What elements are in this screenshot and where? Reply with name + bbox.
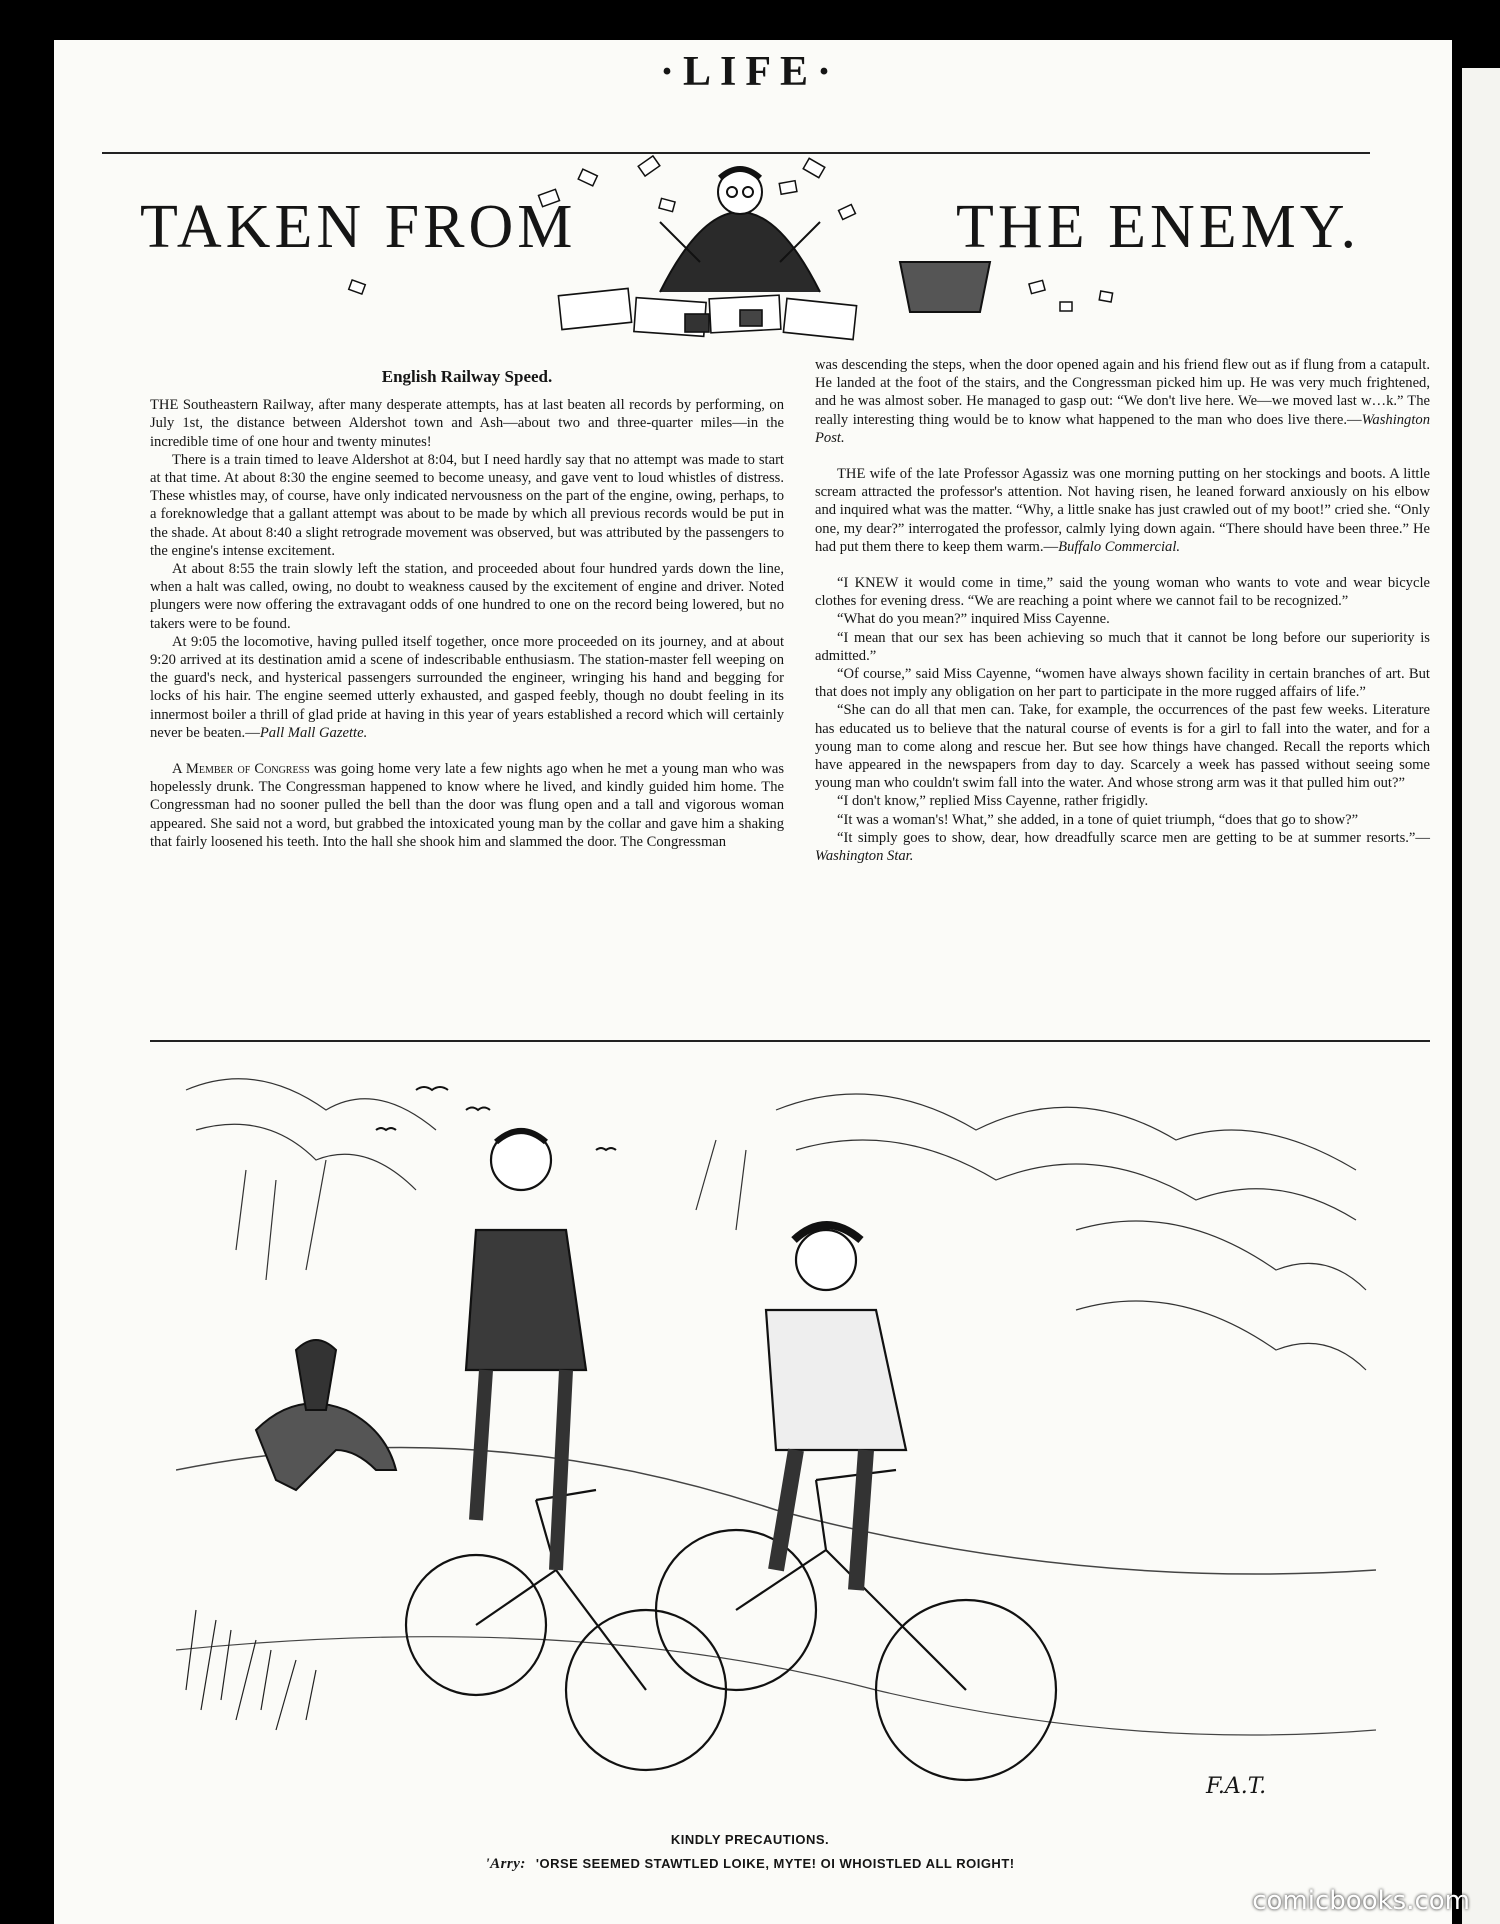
article-paragraph <box>150 633 784 742</box>
cyclists-drawing <box>176 1050 1376 1818</box>
article-paragraph: “What do you mean?” inquired Miss Cayenne. <box>837 611 1110 628</box>
source-credit: Pall Mall Gazette. <box>259 724 368 741</box>
article-paragraph <box>150 760 784 851</box>
article-paragraph: THE Southeastern Railway, after many desperate attempts, has at last beaten all records by performing, on July 1st, the distance between Aldershot town and Ash—about two and three-quarter miles—in the incredible time of one hour and twenty minutes! <box>150 397 784 450</box>
lead-in: A Member of Congress <box>172 761 310 778</box>
right-column <box>815 356 1430 865</box>
cartoon-title: KINDLY PRECAUTIONS. <box>670 1832 830 1847</box>
article-paragraph: “She can do all that men can. Take, for example, the occurrences of the past few weeks. Literature has educated us to believe that the natural course of events is for a girl to fall into the water, and for a young man to come along and rescue her. But see how things have changed. Recall the reports which have appeared in the newspapers from day to day. Scarcely a week has passed without seeing some young man who couldn't swim fall into the water. And whose strong arm was it that pulled him out?” <box>815 702 1430 792</box>
source-credit: Buffalo Commercial. <box>1058 538 1181 555</box>
paragraph-text: “It simply goes to show, dear, how dreadfully scarce men are getting to be at summer resorts.”— <box>837 829 1430 846</box>
banner-title-left: TAKEN FROM <box>140 193 577 261</box>
article-paragraph: At about 8:55 the train slowly left the station, and proceeded about four hundred yards down the line, when a halt was called, owing, no doubt to weakness caused by the excitement of engine and driver. Noted plungers were now offering the extravagant odds of one hundred to one on the record being lowered, but no takers were to be found. <box>150 561 784 632</box>
left-column <box>150 368 784 851</box>
paragraph-text: At 9:05 the locomotive, having pulled itself together, once more proceeded on its journey, and at about 9:20 arrived at its destination amid a scene of indescribable enthusiasm. The station-master fell weeping on the guard's neck, and hysterical passengers surrounded the engineer, wringing his hand and begging for locks of his hair. The engine seemed utterly exhausted, and gasped feebly, though no doubt feeling in its innermost boiler a thrill of glad pride at having in this year of years established a record which will certainly never be beaten.— <box>150 633 784 741</box>
banner-title-right: THE ENEMY. <box>956 193 1360 261</box>
article-paragraph <box>815 465 1430 556</box>
paragraph-text: THE wife of the late Professor Agassiz was one morning putting on her stockings and boots. A little scream attracted the professor's attention. Not having risen, he leaned forward anxiously on his elbow and inquired what was the matter. “Why, a little snake has just crawled out of my boot!” cried she. “Only one, my dear?” interrogated the professor, calmly lying down again. “There should have been three.” He had put them there to keep them warm.— <box>815 466 1430 555</box>
section-banner <box>140 152 1360 342</box>
source-credit: Washington Post. <box>815 411 1430 446</box>
paragraph-text: was descending the steps, when the door opened again and his friend flew out as if flung from a catapult. He landed at the foot of the stairs, and the Congressman picked him up. He was very much frightened, and he was almost sober. He managed to gasp out: “We don't live here. We—we moved last w…k.” The really interesting thing would be to know what happened to the man who does live there.— <box>815 357 1430 428</box>
paragraph-text: was going home very late a few nights ago when he met a young man who was hopelessly drunk. The Congressman happened to know where he lived, and kindly guided him home. The Congressman had no sooner pulled the bell than the door was flung open and a tall and vigorous woman appeared. She said not a word, but grabbed the intoxicated young man by the collar and gave him a shaking that fairly loosened his teeth. Into the hall she shook him and slammed the door. The Congressman <box>150 761 785 850</box>
article-paragraph: There is a train timed to leave Aldershot at 8:04, but I need hardly say that no attempt was made to start at that time. At about 8:30 the engine seemed to become uneasy, and gave vent to loud whistles of distress. These whistles may, of course, have only indicated nervousness on the part of the engine, owing, perhaps, to a foreknowledge that a gallant attempt was about to be made by which all previous records would be put in the shade. At about 8:40 a slight retrograde movement was observed, but was attributed by the passengers to the engine's intense excitement. <box>150 451 784 559</box>
source-credit: Washington Star. <box>815 848 914 865</box>
speaker-name: 'Arry: <box>485 1856 526 1872</box>
article-paragraph: “Of course,” said Miss Cayenne, “women have always shown facility in certain branches of art. But that does not imply any obligation on her part to participate in the more rugged affairs of life.” <box>815 666 1430 701</box>
watermark: comicbooks.com <box>1252 1886 1470 1916</box>
artist-signature: F.A.T. <box>1206 1774 1267 1799</box>
article-headline: English Railway Speed. <box>381 367 553 386</box>
dialogue-line: 'ORSE SEEMED STAWTLED LOIKE, MYTE! OI WHOISTLED ALL ROIGHT! <box>535 1856 1015 1871</box>
article-paragraph: “I mean that our sex has been achieving so much that it cannot be long before our superiority is admitted.” <box>815 629 1430 664</box>
section-rule <box>150 1040 1430 1042</box>
article-paragraph: “I don't know,” replied Miss Cayenne, rather frigidly. <box>837 793 1149 810</box>
next-page-edge <box>1462 68 1500 1924</box>
cartoon-dialogue <box>0 1856 1500 1873</box>
masthead: ·LIFE· <box>659 49 841 95</box>
article-paragraph: “It was a woman's! What,” she added, in a tone of quiet triumph, “does that go to show?” <box>837 811 1359 828</box>
cyclist-right-drawing <box>656 1225 1056 1780</box>
cartoon-illustration <box>176 1050 1376 1818</box>
article-paragraph <box>815 829 1430 865</box>
article-paragraph: “I KNEW it would come in time,” said the young woman who wants to vote and wear bicycle clothes for evening dress. “We are reaching a point where we cannot fail to be recognized.” <box>815 575 1430 610</box>
cyclist-left-drawing <box>406 1130 726 1770</box>
article-paragraph <box>815 356 1430 447</box>
